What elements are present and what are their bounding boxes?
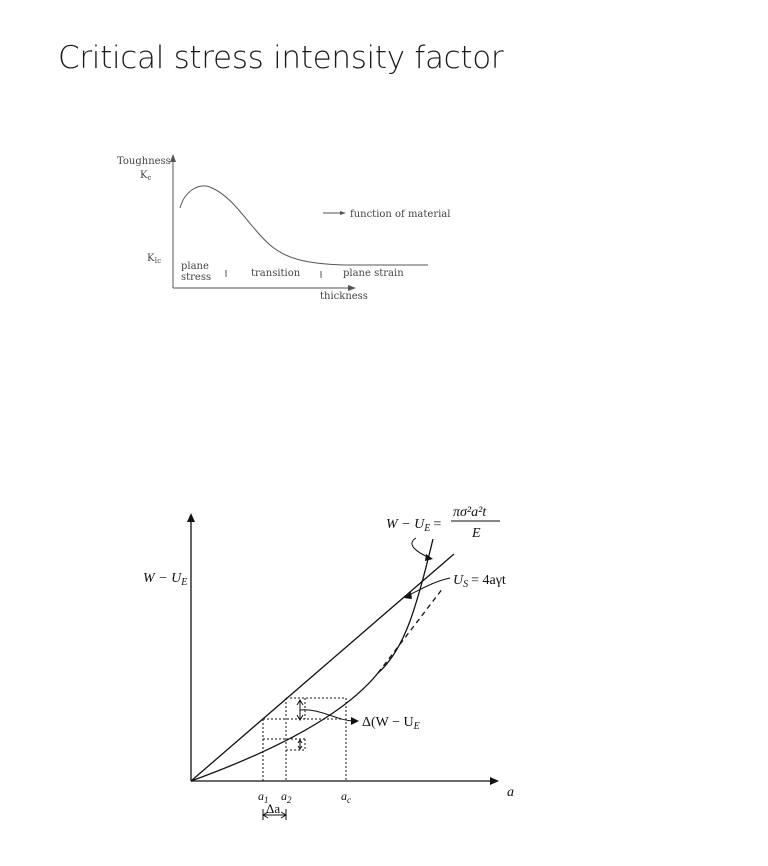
energy-curve-lower [191,673,378,781]
region-plane-strain: plane strain [343,268,404,279]
curve-label-numerator: πσ²a²t [453,505,487,520]
x-axis-label: a [507,785,514,800]
dashed-extension [378,588,443,673]
y-axis-label-line1: Toughness [117,156,171,167]
tick-ac: $a_c$ [341,789,351,805]
y-axis-label: $W - U_E$ [143,571,188,588]
region-plane-stress-line1: plane [181,261,209,272]
region-plane-stress-line2: stress [181,272,212,283]
y-axis-arrow [187,513,195,522]
y-axis-label-line2: $K_c$ [140,170,152,182]
energy-crack-figure [120,500,540,840]
energy-crack-svg [120,500,540,840]
line-label: $U_S = 4a\gamma t$ [453,573,506,590]
surface-energy-line [191,554,454,781]
delta-arrows [297,700,303,749]
delta-label: $\Delta(W - U_E$ [362,715,420,732]
toughness-thickness-svg [110,140,460,315]
line-callout [407,578,450,596]
curve-label-denominator: E [472,526,481,541]
note-arrow-head [340,211,346,215]
slide-title: Critical stress intensity factor [58,40,504,76]
x-axis-arrow [490,777,499,785]
curve-label-lhs: $W - U_E$ = [386,517,442,534]
region-transition: transition [251,268,301,279]
delta-a-label: Δa [266,801,281,816]
toughness-curve [180,186,428,265]
y-axis-arrow [170,154,176,162]
arrow-note: function of material [350,209,451,220]
toughness-thickness-figure [110,140,460,315]
delta-callout-head [351,717,359,725]
y-tick-label: $K_{Ic}$ [147,253,162,265]
x-axis-label: thickness [320,291,368,302]
tick-a1: $a_1$ [258,789,269,805]
dotted-guides [263,698,346,781]
energy-curve-upper [378,539,433,673]
tick-a2: $a_2$ [281,789,292,805]
